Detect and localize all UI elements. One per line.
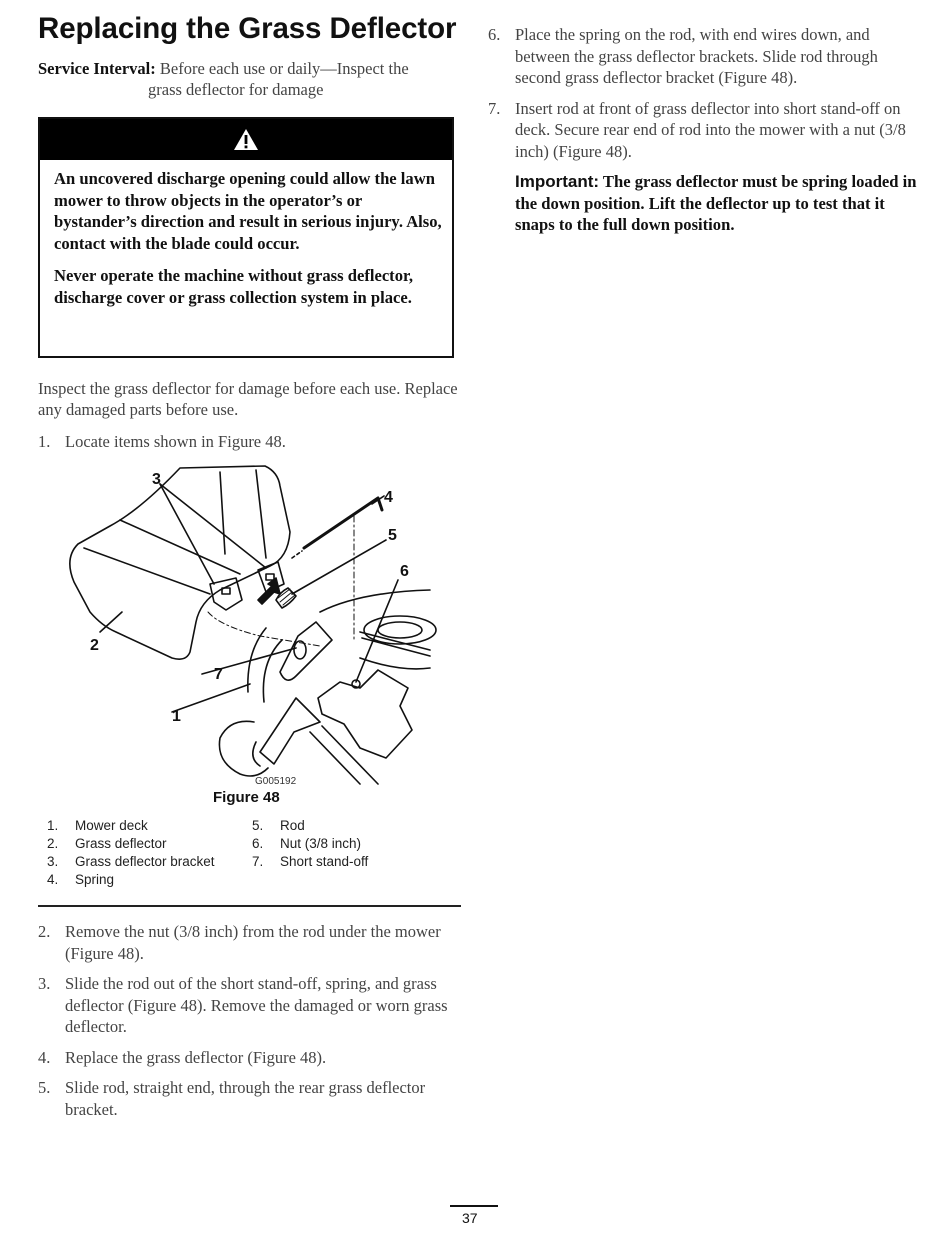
step-number: 7. [488,98,501,118]
legend-num: 3. [47,854,59,869]
step-text: Place the spring on the rod, with end wires down, and between the grass deflector brackets. Slide rod through second grass deflector bracket (Figure 48). [515,25,878,87]
legend-num: 1. [47,818,59,833]
legend-item [252,853,457,871]
steps-list-left [38,921,458,1129]
step-text: Insert rod at front of grass deflector into short stand-off on deck. Secure rear end of rod into the mower with a nut (3/8 inch) (Figure 48). [515,98,906,161]
step-number: 3. [38,974,51,993]
legend-item [252,817,457,835]
service-interval-label: Service Interval: [38,59,156,78]
step-item [38,1077,458,1120]
legend-num: 2. [47,836,59,851]
step-item [38,973,458,1038]
callout-2: 2 [90,637,99,654]
intro-paragraph [38,378,458,420]
warning-paragraph: An uncovered discharge opening could allow the lawn mower to throw objects in the operator’s or bystander’s direction and result in serious injury. Also, contact with the blade could occur. [54,169,442,253]
step-item [488,98,918,163]
warning-paragraph: Never operate the machine without grass deflector, discharge cover or grass collection system in place. [54,266,413,307]
legend-text: Rod [280,818,305,833]
legend-text: Nut (3/8 inch) [280,836,362,851]
intro-text: Inspect the grass deflector for damage before each use. Replace any damaged parts before use. [38,379,458,419]
legend-text: Grass deflector bracket [75,854,215,869]
step-text: Slide rod, straight end, through the rear grass deflector bracket. [65,1078,426,1119]
legend-item [252,835,457,853]
legend-row [47,817,457,835]
legend-item [47,835,252,853]
mower-deflector-diagram [60,462,440,788]
legend-text: Short stand-off [280,854,369,869]
service-interval [38,58,460,100]
legend-text: Spring [75,872,115,887]
figure-code: G005192 [255,776,297,787]
step-text: Locate items shown in Figure 48. [65,432,286,451]
step-number: 5. [38,1078,51,1097]
step-item [38,921,458,964]
important-label: Important: [515,172,600,191]
legend-item [47,817,252,835]
warning-triangle-icon [233,128,259,151]
important-note [488,171,918,236]
figure-48-illustration [60,462,440,788]
warning-box [38,117,454,358]
step-number: 6. [488,25,501,44]
steps-list-right [488,24,918,236]
legend-item [47,853,252,871]
step-text: Replace the grass deflector (Figure 48). [65,1047,327,1067]
legend-num: 7. [252,854,264,869]
page-title: Replacing the Grass Deflector [38,12,457,45]
legend-row [47,853,457,871]
legend-row [47,871,457,889]
warning-body [40,160,452,308]
service-interval-text-1: Before each use or daily—Inspect the [159,59,409,78]
page-number: 37 [462,1210,478,1226]
callout-3: 3 [152,471,161,488]
callout-4: 4 [384,489,393,506]
legend-num: 6. [252,836,264,851]
legend-text: Grass deflector [75,836,167,851]
figure-caption: Figure 48 [213,789,280,806]
legend-text: Mower deck [75,818,148,833]
callout-1: 1 [172,708,181,725]
callout-7: 7 [214,666,223,683]
callout-5: 5 [388,527,397,544]
left-column [38,10,460,100]
important-text: The grass deflector must be spring loaded in the down position. Lift the deflector up to test that it snaps to the full down position. [515,172,917,234]
legend-item [47,871,258,889]
page-number-rule [450,1205,498,1207]
warning-header-bar [40,119,452,160]
step-number: 2. [38,922,51,941]
callout-6: 6 [400,563,409,580]
step-item [38,1047,458,1069]
step-number: 1. [38,432,51,451]
step-text: Slide the rod out of the short stand-off, spring, and grass deflector (Figure 48). Remove the damaged or worn grass deflector. [65,974,448,1036]
step-item [488,24,918,89]
legend-row [47,835,457,853]
step-item [38,431,458,453]
figure-legend [47,817,457,889]
service-interval-text-2: grass deflector for damage [148,80,324,99]
step-number: 4. [38,1047,51,1067]
legend-divider [38,905,461,907]
legend-num: 5. [252,818,264,833]
step-text: Remove the nut (3/8 inch) from the rod under the mower (Figure 48). [65,922,441,963]
legend-num: 4. [47,872,59,887]
